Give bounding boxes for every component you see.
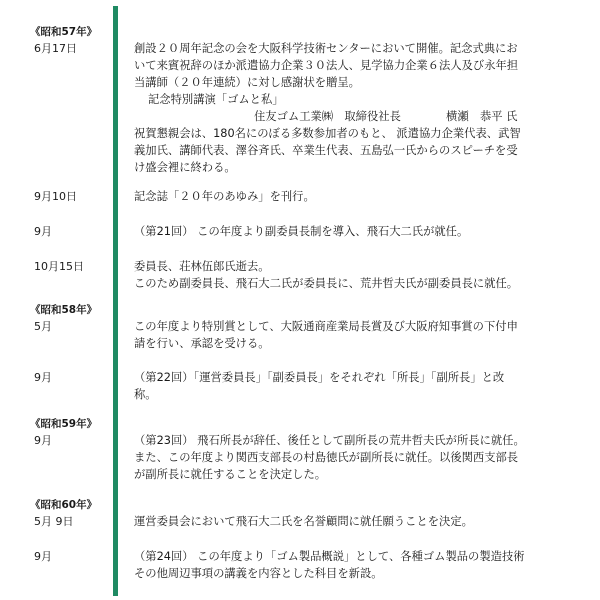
text-line: 委員長、荘林伍郎氏逝去。 xyxy=(134,260,270,273)
entry-date: 9月 xyxy=(34,225,52,238)
text-line: 称。 xyxy=(134,388,157,401)
entry-text xyxy=(134,548,590,582)
text-line: 義加氏、講師代表、澤谷斉氏、卒業生代表、五島弘一氏からのスピーチを受 xyxy=(134,144,518,157)
text-line: 祝賀懇親会は、180名にのぼる多数参加者のもと、 派遣協力企業代表、武智 xyxy=(134,127,521,140)
entry-text xyxy=(134,188,590,205)
text-line: その他周辺事項の講義を内容とした科目を新設。 xyxy=(134,567,383,580)
era-heading: 《昭和58年》 xyxy=(30,304,98,316)
entry-date: 6月17日 xyxy=(34,42,77,55)
text-line: このため副委員長、飛石大二氏が委員長に、荒井哲夫氏が副委員長に就任。 xyxy=(134,277,519,290)
entry-date: 5月 xyxy=(34,320,52,333)
entry-text xyxy=(134,369,590,403)
entry-date: 10月15日 xyxy=(34,260,84,273)
text-line: 記念誌「２０年のあゆみ」を刊行。 xyxy=(134,190,315,203)
entry-date: 9月 xyxy=(34,434,52,447)
text-line: 住友ゴム工業㈱ 取締役社長 横瀬 恭平 氏 xyxy=(254,110,518,123)
entry-text xyxy=(134,40,590,176)
entry-text xyxy=(134,432,590,483)
entry-date: 5月 9日 xyxy=(34,515,74,528)
text-line: また、この年度より関西支部長の村島徳氏が副所長に就任。以後関西支部長 xyxy=(134,451,519,464)
text-line: が副所長に就任することを決定した。 xyxy=(134,468,327,481)
text-line: 運営委員会において飛石大二氏を名誉顧問に就任願うことを決定。 xyxy=(134,515,473,528)
text-line: （第22回）「運営委員長」「副委員長」をそれぞれ「所長」「副所長」と改 xyxy=(134,371,505,384)
entry-text xyxy=(134,223,590,240)
text-line: 当講師（２０年連続）に対し感謝状を贈呈。 xyxy=(134,76,360,89)
entry-date: 9月 xyxy=(34,371,52,384)
text-line: 創設２０周年記念の会を大阪科学技術センターにおいて開催。記念式典にお xyxy=(134,42,518,55)
text-line: （第24回） この年度より「ゴム製品概説」として、各種ゴム製品の製造技術 xyxy=(134,550,525,563)
text-line: 請を行い、承認を受ける。 xyxy=(134,337,270,350)
text-line: いて来賓祝辞のほか派遣協力企業３０法人、見学協力企業６法人及び永年担 xyxy=(134,59,519,72)
text-line: （第23回） 飛石所長が辞任、後任として副所長の荒井哲夫氏が所長に就任。 xyxy=(134,434,525,447)
text-line: 記念特別講演「ゴムと私」 xyxy=(148,93,284,106)
entry-text xyxy=(134,513,590,530)
entry-date: 9月10日 xyxy=(34,190,77,203)
text-line: （第21回） この年度より副委員長制を導入、飛石大二氏が就任。 xyxy=(134,225,469,238)
era-heading: 《昭和60年》 xyxy=(30,499,98,511)
text-line: け盛会裡に終わる。 xyxy=(134,161,236,174)
entry-text xyxy=(134,318,590,352)
text-line: この年度より特別賞として、大阪通商産業局長賞及び大阪府知事賞の下付申 xyxy=(134,320,518,333)
entry-text xyxy=(134,258,590,292)
timeline-rule xyxy=(113,6,118,596)
era-heading: 《昭和59年》 xyxy=(30,418,98,430)
entry-date: 9月 xyxy=(34,550,52,563)
era-heading: 《昭和57年》 xyxy=(30,26,98,38)
